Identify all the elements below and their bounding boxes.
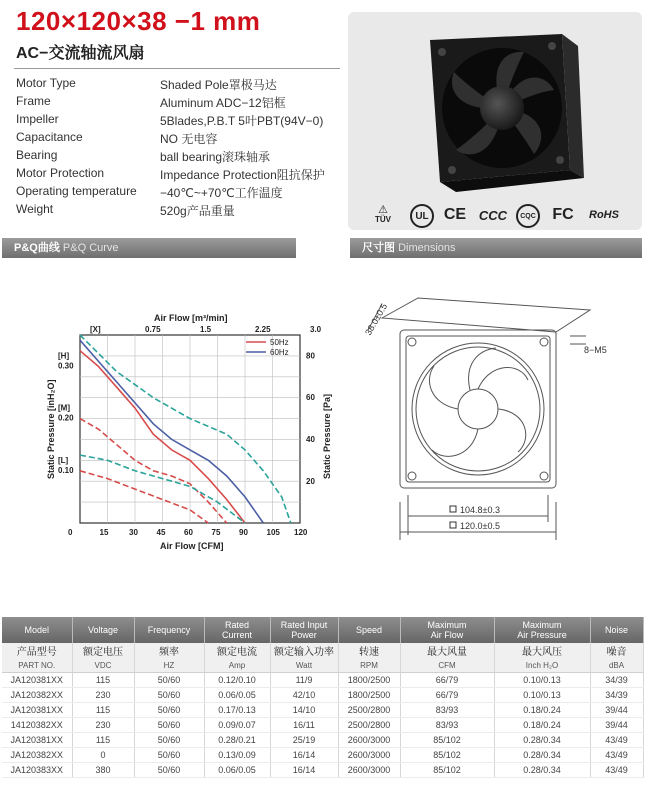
table-cell: 产品型号 [2, 643, 72, 658]
x-top-tick-label: 1.5 [200, 325, 212, 334]
table-cell: 0.18/0.24 [494, 718, 590, 733]
spec-label: Motor Protection [16, 166, 105, 180]
table-row [2, 703, 643, 718]
dim-depth: 38.0±0.5 [363, 301, 390, 337]
frame-outline [400, 330, 556, 488]
table-cell: 43/49 [590, 733, 643, 748]
table-cell: 85/102 [400, 733, 494, 748]
table-cell: 16/14 [270, 763, 338, 778]
table-cell: 0.10/0.13 [494, 688, 590, 703]
legend-label: 50Hz [270, 338, 289, 347]
section-title-cn: P&Q曲线 [14, 242, 60, 254]
y-tick-label: [H] [58, 351, 70, 361]
y-axis-label: Static Pressure [inH₂O] [46, 379, 56, 479]
table-cell: 39/44 [590, 718, 643, 733]
dimension-drawing [360, 290, 620, 550]
section-title-cn: 尺寸图 [362, 242, 395, 254]
table-cell: HZ [134, 658, 204, 673]
y-tick-label: 0.30 [58, 361, 74, 371]
y-tick-label: 0.10 [58, 465, 74, 475]
legend-label: 60Hz [270, 348, 289, 357]
section-bar-pq [2, 238, 296, 258]
table-row [2, 688, 643, 703]
y-tick-label: [L] [58, 455, 69, 465]
x-tick-label: 105 [266, 528, 280, 537]
table-header-cell: Rated Input Power [270, 617, 338, 643]
table-cell: 85/102 [400, 748, 494, 763]
table-cell: 11/9 [270, 673, 338, 688]
table-cell: JA120381XX [2, 733, 72, 748]
x-tick-label: 30 [129, 528, 138, 537]
y-right-tick-label: 40 [306, 435, 315, 445]
table-cell: CFM [400, 658, 494, 673]
ul-icon: UL [410, 204, 434, 228]
product-photo [348, 12, 642, 230]
y-right-tick-label: 60 [306, 393, 315, 403]
spec-label: Impeller [16, 112, 59, 126]
table-header-cell: Noise [590, 617, 643, 643]
x-top-tick-label: 2.25 [255, 325, 271, 334]
fcc-icon: FC [552, 206, 574, 223]
spec-label: Capacitance [16, 130, 83, 144]
table-cell: 1800/2500 [338, 673, 400, 688]
ccc-icon: CCC [478, 207, 508, 223]
x-tick-label: 15 [99, 528, 109, 537]
spec-value: 5Blades,P.B.T 5叶PBT(94V−0) [160, 114, 324, 128]
table-cell: 0 [72, 748, 134, 763]
x-tick-label: 75 [211, 528, 221, 537]
table-cell: 0.12/0.10 [204, 673, 270, 688]
table-cell: 50/60 [134, 748, 204, 763]
y-right-tick-label: 80 [306, 351, 315, 361]
table-cell: 2500/2800 [338, 703, 400, 718]
table-cell: 380 [72, 763, 134, 778]
x-top-tick-label: 0.75 [145, 325, 161, 334]
y-right-axis-label: Static Pressure [Pa] [322, 393, 332, 479]
table-cell: 0.13/0.09 [204, 748, 270, 763]
table-cell: JA120382XX [2, 688, 72, 703]
table-header-cell: Frequency [134, 617, 204, 643]
product-subtitle: AC−交流轴流风扇 [16, 45, 145, 62]
x-top-axis-label: Air Flow [m³/min] [154, 313, 228, 323]
series-line-5 [80, 471, 208, 523]
ce-icon: CE [443, 206, 467, 223]
table-cell: Inch H₂O [494, 658, 590, 673]
y-tick-label: 0.20 [58, 413, 74, 423]
table-cell: 额定电压 [72, 643, 134, 658]
table-cell: 2500/2800 [338, 718, 400, 733]
table-cell: 0.09/0.07 [204, 718, 270, 733]
table-cell: 1800/2500 [338, 688, 400, 703]
table-header-cell: Voltage [72, 617, 134, 643]
table-cell: 14/10 [270, 703, 338, 718]
spec-label: Bearing [16, 148, 58, 162]
table-cell: 0.28/0.34 [494, 763, 590, 778]
table-cell: 0.28/0.34 [494, 733, 590, 748]
frame-top-edge [382, 298, 590, 332]
table-cell: 最大风压 [494, 643, 590, 658]
spec-value: ball bearing滚珠轴承 [160, 150, 271, 164]
table-cell: 最大风量 [400, 643, 494, 658]
table-cell: 转速 [338, 643, 400, 658]
table-cell: Amp [204, 658, 270, 673]
table-cell: 230 [72, 718, 134, 733]
table-cell: 83/93 [400, 718, 494, 733]
table-cell: 16/11 [270, 718, 338, 733]
series-line-2 [80, 335, 291, 523]
table-cell: 66/79 [400, 688, 494, 703]
x-tick-label: 120 [294, 528, 308, 537]
table-cell: 2600/3000 [338, 733, 400, 748]
spec-value: Aluminum ADC−12铝框 [160, 96, 286, 110]
table-cell: 50/60 [134, 718, 204, 733]
table-cell: 39/44 [590, 703, 643, 718]
y-tick-label: [M] [58, 403, 70, 413]
x-top-tick-label: 3.0 [310, 325, 322, 334]
dim-holes: 8−M5 [584, 345, 607, 355]
table-cell: 115 [72, 673, 134, 688]
section-title-en: P&Q Curve [62, 242, 119, 254]
table-cell: 230 [72, 688, 134, 703]
table-cell: 50/60 [134, 688, 204, 703]
cqc-icon: CQC [516, 204, 540, 228]
table-cell: 50/60 [134, 673, 204, 688]
x-tick-label: 0 [68, 528, 73, 537]
table-cell: 噪音 [590, 643, 643, 658]
table-cell: 0.28/0.21 [204, 733, 270, 748]
spec-value: Impedance Protection阻抗保护 [160, 168, 325, 182]
table-row [2, 718, 643, 733]
table-cell: PART NO. [2, 658, 72, 673]
spec-value: Shaded Pole罩极马达 [160, 78, 277, 92]
table-cell: 额定输入功率 [270, 643, 338, 658]
table-cell: 0.18/0.24 [494, 703, 590, 718]
table-cell: 66/79 [400, 673, 494, 688]
table-row [2, 748, 643, 763]
table-cell: JA120381XX [2, 673, 72, 688]
table-cell: 43/49 [590, 748, 643, 763]
table-cell: Watt [270, 658, 338, 673]
table-header-cell: Speed [338, 617, 400, 643]
spec-value: NO 无电容 [160, 132, 218, 146]
table-row [2, 673, 643, 688]
table-row [2, 763, 643, 778]
fan-ring [412, 343, 544, 475]
table-cell: 25/19 [270, 733, 338, 748]
table-header-cell: Rated Current [204, 617, 270, 643]
y-right-tick-label: 20 [306, 477, 315, 487]
table-row [2, 733, 643, 748]
rohs-icon: RoHS [589, 209, 619, 221]
table-cell: 50/60 [134, 763, 204, 778]
table-header-row [2, 617, 643, 643]
dim-width: 120.0±0.5 [460, 521, 500, 531]
x-tick-label: 45 [156, 528, 166, 537]
table-cell: 16/14 [270, 748, 338, 763]
section-title-en: Dimensions [398, 242, 456, 254]
table-unit-row [2, 658, 643, 673]
table-cell: 0.10/0.13 [494, 673, 590, 688]
spec-value: −40℃~+70℃工作温度 [160, 186, 283, 200]
table-cell: JA120381XX [2, 703, 72, 718]
table-cell: 34/39 [590, 688, 643, 703]
spec-label: Operating temperature [16, 184, 137, 198]
spec-label: Frame [16, 94, 51, 108]
table-cell: 115 [72, 703, 134, 718]
x-axis-label: Air Flow [CFM] [160, 541, 224, 551]
x-tick-label: 90 [239, 528, 248, 537]
table-cell: 0.06/0.05 [204, 688, 270, 703]
x-top-tick-label: [X] [90, 325, 101, 334]
table-header-cell: Maximum Air Flow [400, 617, 494, 643]
table-cell: JA120382XX [2, 748, 72, 763]
table-cell: 43/49 [590, 763, 643, 778]
table-cell: VDC [72, 658, 134, 673]
table-cell: 频率 [134, 643, 204, 658]
table-cell: dBA [590, 658, 643, 673]
table-cell: 85/102 [400, 763, 494, 778]
table-cell: 42/10 [270, 688, 338, 703]
table-cell: 0.17/0.13 [204, 703, 270, 718]
spec-label: Motor Type [16, 76, 76, 90]
table-cell: RPM [338, 658, 400, 673]
spec-value: 520g产品重量 [160, 204, 235, 218]
table-cell: JA120383XX [2, 763, 72, 778]
table-cell: 14120382XX [2, 718, 72, 733]
table-header-cell: Maximum Air Pressure [494, 617, 590, 643]
dim-hole-spacing: 104.8±0.3 [460, 505, 500, 515]
divider [14, 68, 340, 69]
product-title: 120×120×38 −1 mm [16, 6, 261, 36]
table-cell: 2600/3000 [338, 748, 400, 763]
table-cell: 0.06/0.05 [204, 763, 270, 778]
table-cell: 50/60 [134, 733, 204, 748]
fan-hub [458, 389, 498, 429]
table-cell: 0.28/0.34 [494, 748, 590, 763]
table-cn-row [2, 643, 643, 658]
table-cell: 2600/3000 [338, 763, 400, 778]
spec-label: Weight [16, 202, 54, 216]
pq-chart [40, 305, 332, 551]
table-cell: 额定电流 [204, 643, 270, 658]
fan-icon [348, 12, 642, 230]
table-cell: 50/60 [134, 703, 204, 718]
spec-table [2, 617, 644, 778]
table-header-cell: Model [2, 617, 72, 643]
table-cell: 83/93 [400, 703, 494, 718]
table-cell: 34/39 [590, 673, 643, 688]
x-tick-label: 60 [184, 528, 193, 537]
table-cell: 115 [72, 733, 134, 748]
tuv-icon: ⚠ TÜV [375, 204, 391, 224]
section-bar-dimensions [350, 238, 642, 258]
